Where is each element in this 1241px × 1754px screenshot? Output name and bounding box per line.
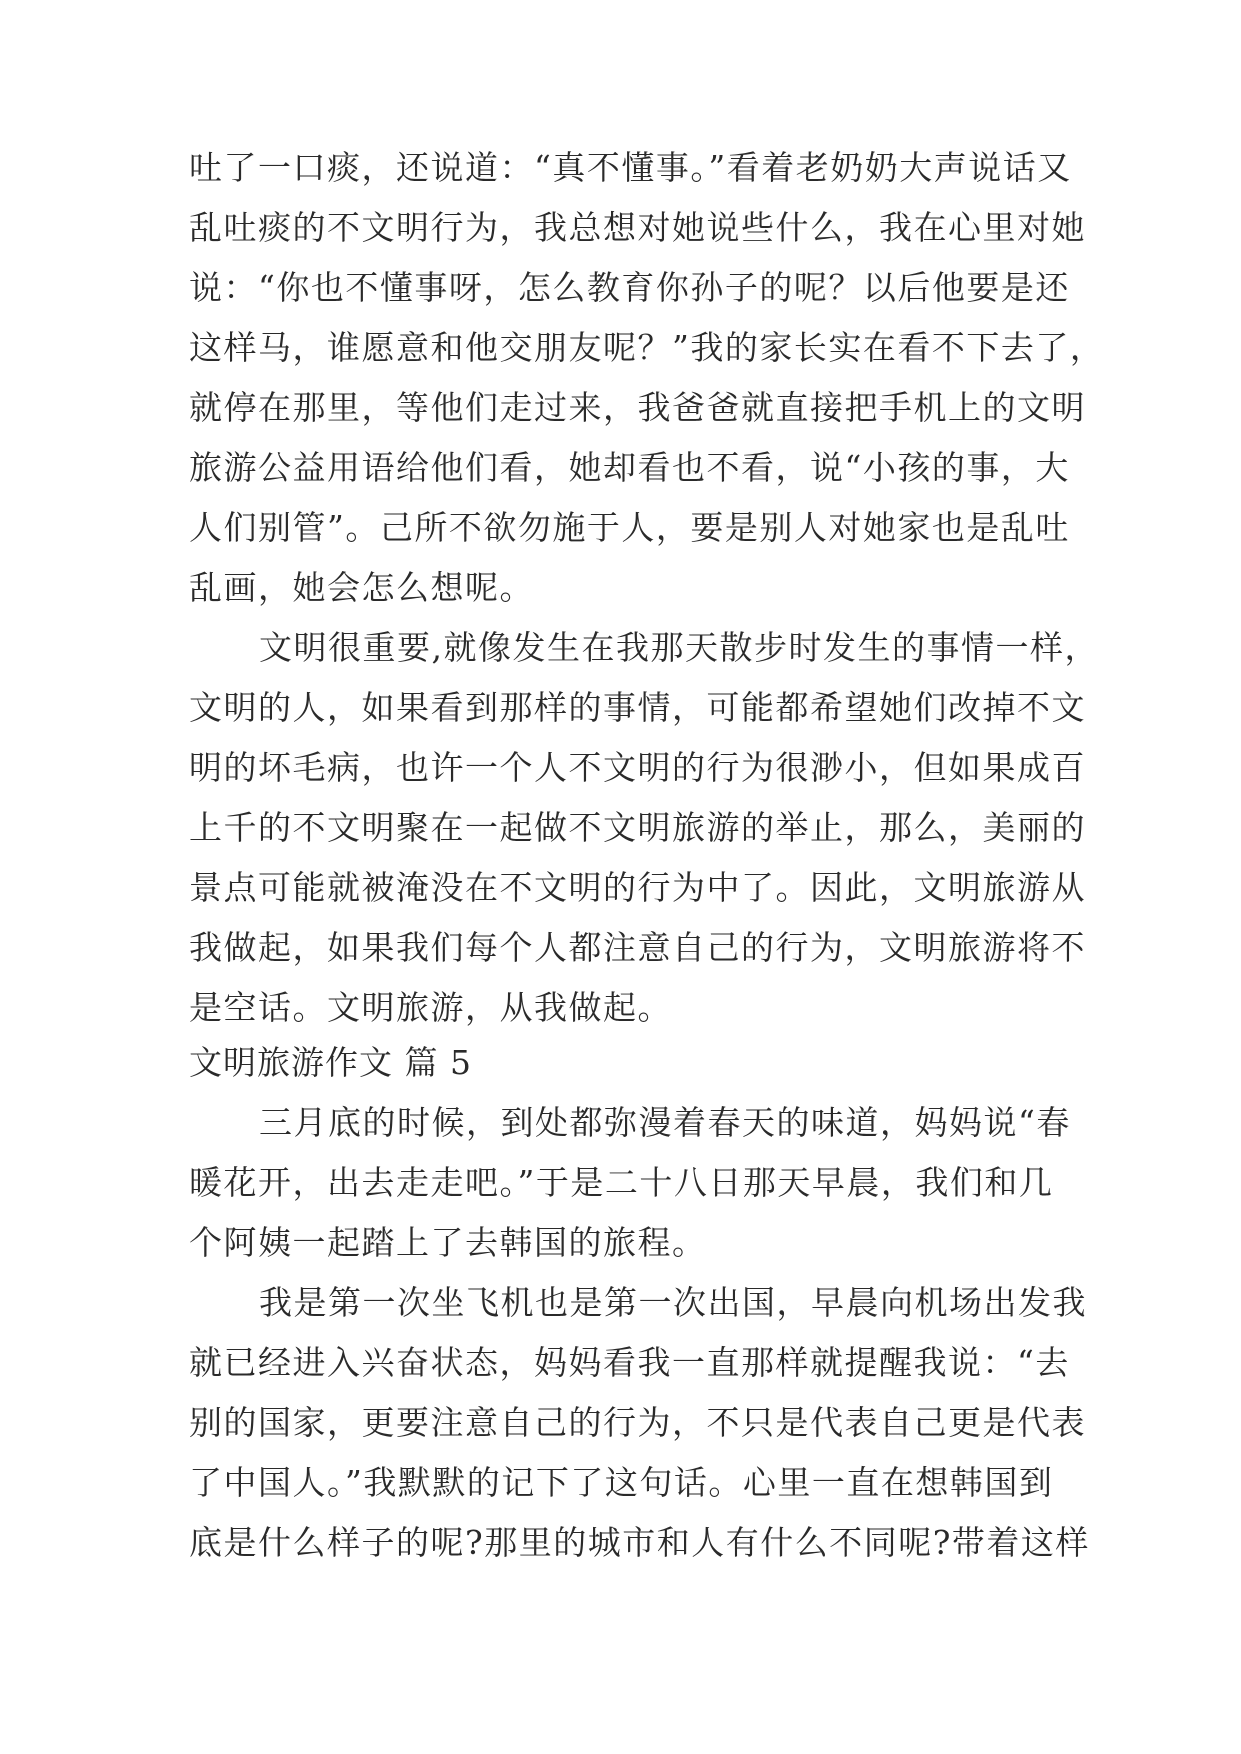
text-line: 这样马，谁愿意和他交朋友呢？”我的家长实在看不下去了， — [189, 328, 1105, 367]
text-line: 是空话。文明旅游，从我做起。 — [189, 988, 672, 1027]
text-line: 文明很重要,就像发生在我那天散步时发生的事情一样， — [259, 628, 1099, 667]
text-line: 文明的人，如果看到那样的事情，可能都希望她们改掉不文 — [189, 688, 1086, 727]
text-line: 人们别管”。己所不欲勿施于人，要是别人对她家也是乱吐 — [189, 508, 1070, 547]
text-line: 暖花开，出去走走吧。”于是二十八日那天早晨，我们和几 — [189, 1163, 1054, 1202]
text-line: 别的国家，更要注意自己的行为，不只是代表自己更是代表 — [189, 1403, 1086, 1442]
text-line: 就停在那里，等他们走过来，我爸爸就直接把手机上的文明 — [189, 388, 1086, 427]
section-heading: 文明旅游作文 篇 5 — [189, 1043, 472, 1082]
text-line: 吐了一口痰，还说道：“真不懂事。”看着老奶奶大声说话又 — [189, 148, 1072, 187]
text-line: 上千的不文明聚在一起做不文明旅游的举止，那么，美丽的 — [189, 808, 1086, 847]
text-line: 明的坏毛病，也许一个人不文明的行为很渺小，但如果成百 — [189, 748, 1086, 787]
text-line: 底是什么样子的呢?那里的城市和人有什么不同呢?带着这样 — [189, 1523, 1090, 1562]
text-line: 说：“你也不懂事呀，怎么教育你孙子的呢？以后他要是还 — [189, 268, 1070, 307]
text-line: 我是第一次坐飞机也是第一次出国，早晨向机场出发我 — [259, 1283, 1087, 1322]
text-line: 乱画，她会怎么想呢。 — [189, 568, 534, 607]
text-line: 景点可能就被淹没在不文明的行为中了。因此，文明旅游从 — [189, 868, 1086, 907]
text-line: 三月底的时候，到处都弥漫着春天的味道，妈妈说“春 — [259, 1103, 1071, 1142]
text-line: 乱吐痰的不文明行为，我总想对她说些什么，我在心里对她 — [189, 208, 1086, 247]
text-line: 个阿姨一起踏上了去韩国的旅程。 — [189, 1223, 707, 1262]
text-line: 旅游公益用语给他们看，她却看也不看，说“小孩的事，大 — [189, 448, 1070, 487]
text-line: 就已经进入兴奋状态，妈妈看我一直那样就提醒我说：“去 — [189, 1343, 1070, 1382]
text-line: 了中国人。”我默默的记下了这句话。心里一直在想韩国到 — [189, 1463, 1054, 1502]
text-line: 我做起，如果我们每个人都注意自己的行为，文明旅游将不 — [189, 928, 1086, 967]
